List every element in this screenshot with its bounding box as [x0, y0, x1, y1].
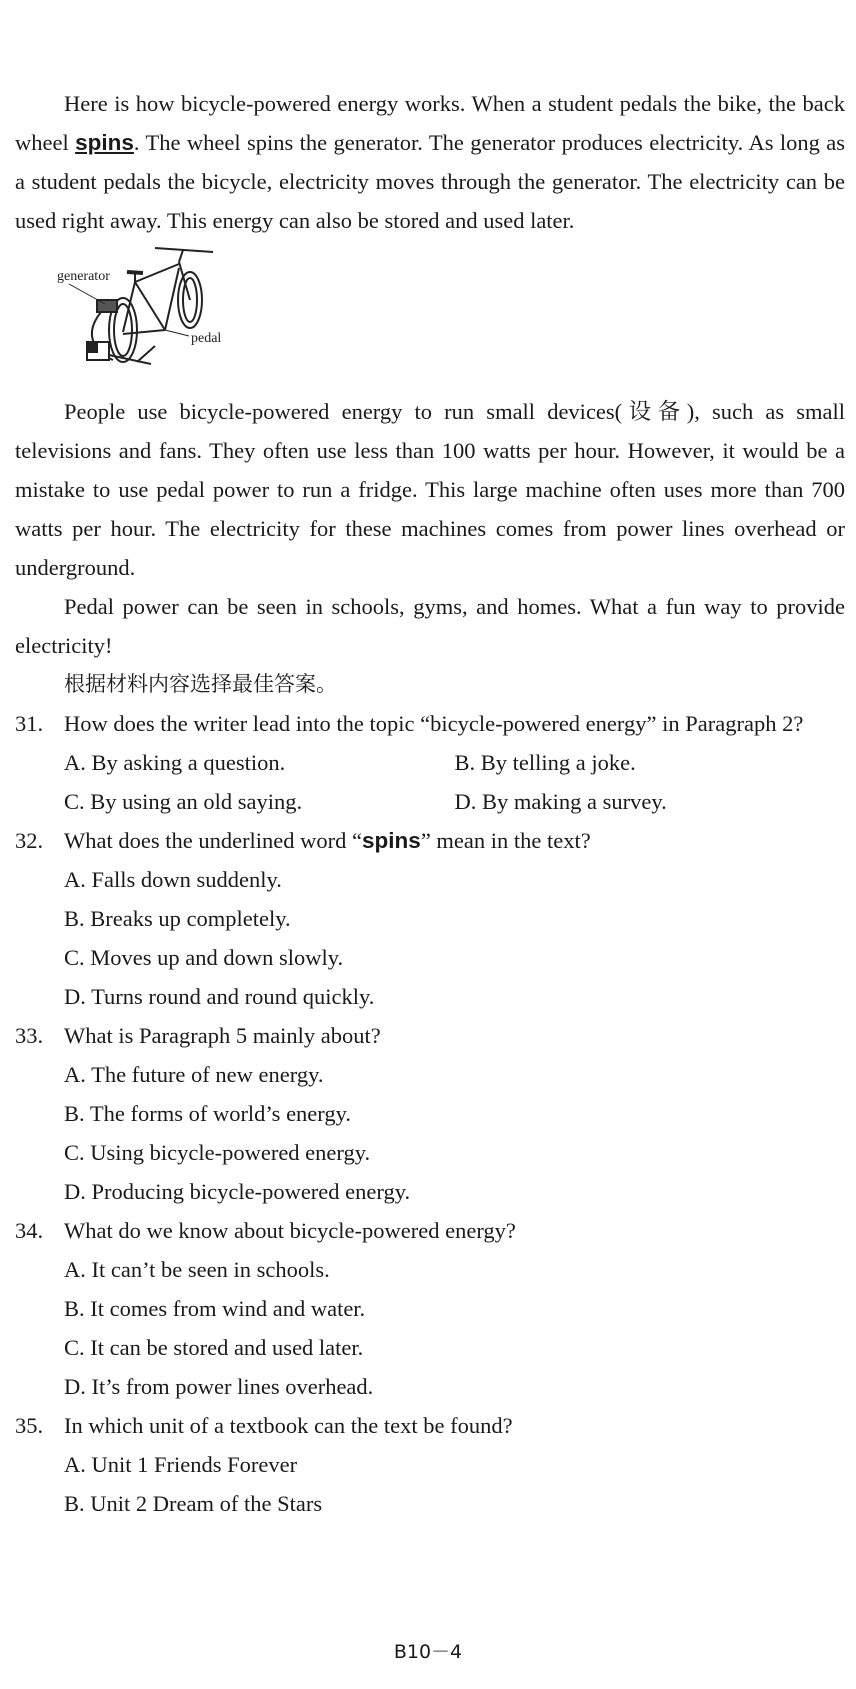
question-31: [15, 704, 845, 743]
question-32: 32. What does the underlined word “spins” mean in the text?: [15, 821, 845, 860]
option-a[interactable]: A. It can’t be seen in schools.: [64, 1257, 330, 1282]
keyword-spins: spins: [362, 828, 421, 853]
question-number: 31.: [15, 711, 44, 736]
question-text: What do we know about bicycle-powered energy?: [64, 1218, 516, 1243]
options-35: [15, 1445, 845, 1523]
option-b[interactable]: B. It comes from wind and water.: [64, 1296, 366, 1321]
question-text: In which unit of a textbook can the text be found?: [64, 1413, 513, 1438]
question-number: 32.: [15, 828, 44, 853]
options-33: [15, 1055, 845, 1211]
bicycle-illustration: [55, 242, 255, 392]
question-number: 33.: [15, 1023, 44, 1048]
option-c[interactable]: C. Using bicycle-powered energy.: [64, 1140, 371, 1165]
option-b[interactable]: B. Unit 2 Dream of the Stars: [64, 1491, 323, 1516]
question-33: [15, 1016, 845, 1055]
page-content: [15, 84, 845, 1523]
bicycle-generator-figure: [15, 242, 845, 392]
generator-label: generator: [57, 269, 110, 284]
option-d[interactable]: D. Turns round and round quickly.: [64, 984, 375, 1009]
options-34: [15, 1250, 845, 1406]
option-a[interactable]: A. By asking a question.: [64, 750, 286, 775]
option-d[interactable]: D. It’s from power lines overhead.: [64, 1374, 374, 1399]
option-a[interactable]: A. Unit 1 Friends Forever: [64, 1452, 298, 1477]
option-b[interactable]: B. The forms of world’s energy.: [64, 1101, 352, 1126]
option-a[interactable]: A. Falls down suddenly.: [64, 867, 282, 892]
option-c[interactable]: C. It can be stored and used later.: [64, 1335, 364, 1360]
pedal-label: pedal: [191, 331, 222, 346]
options-32: [15, 860, 845, 1016]
question-number: 35.: [15, 1413, 44, 1438]
question-number: 34.: [15, 1218, 44, 1243]
question-34: [15, 1211, 845, 1250]
option-b[interactable]: B. By telling a joke.: [454, 750, 636, 775]
option-d[interactable]: D. By making a survey.: [454, 789, 667, 814]
underlined-word-spins: spins: [75, 130, 134, 155]
question-35: [15, 1406, 845, 1445]
option-a[interactable]: A. The future of new energy.: [64, 1062, 324, 1087]
page-footer: B10－4: [393, 1641, 463, 1663]
instruction: 根据材料内容选择最佳答案。: [64, 672, 337, 696]
question-text: How does the writer lead into the topic “bicycle-powered energy” in Paragraph 2?: [64, 711, 804, 736]
paragraph-3: Pedal power can be seen in schools, gyms, and homes. What a fun way to provide electricity!: [15, 594, 845, 658]
paragraph-2: People use bicycle-powered energy to run small devices(设备), such as small televisions and fans. They often use less than 100 watts per hour. However, it would be a mistake to use pedal power to run a fridge. This large machine often uses more than 700 watts per hour. The electricity for these machines comes from power lines overhead or underground.: [15, 399, 845, 580]
question-text: What is Paragraph 5 mainly about?: [64, 1023, 381, 1048]
options-31: [15, 743, 845, 821]
option-d[interactable]: D. Producing bicycle-powered energy.: [64, 1179, 411, 1204]
option-b[interactable]: B. Breaks up completely.: [64, 906, 291, 931]
option-c[interactable]: C. Moves up and down slowly.: [64, 945, 344, 970]
paragraph-1: Here is how bicycle-powered energy works. When a student pedals the bike, the back wheel spins. The wheel spins the generator. The generator produces electricity. As long as a student pedals the bicycle, electricity moves through the generator. The electricity can be used right away. This energy can also be stored and used later.: [15, 91, 845, 233]
option-c[interactable]: C. By using an old saying.: [64, 789, 303, 814]
